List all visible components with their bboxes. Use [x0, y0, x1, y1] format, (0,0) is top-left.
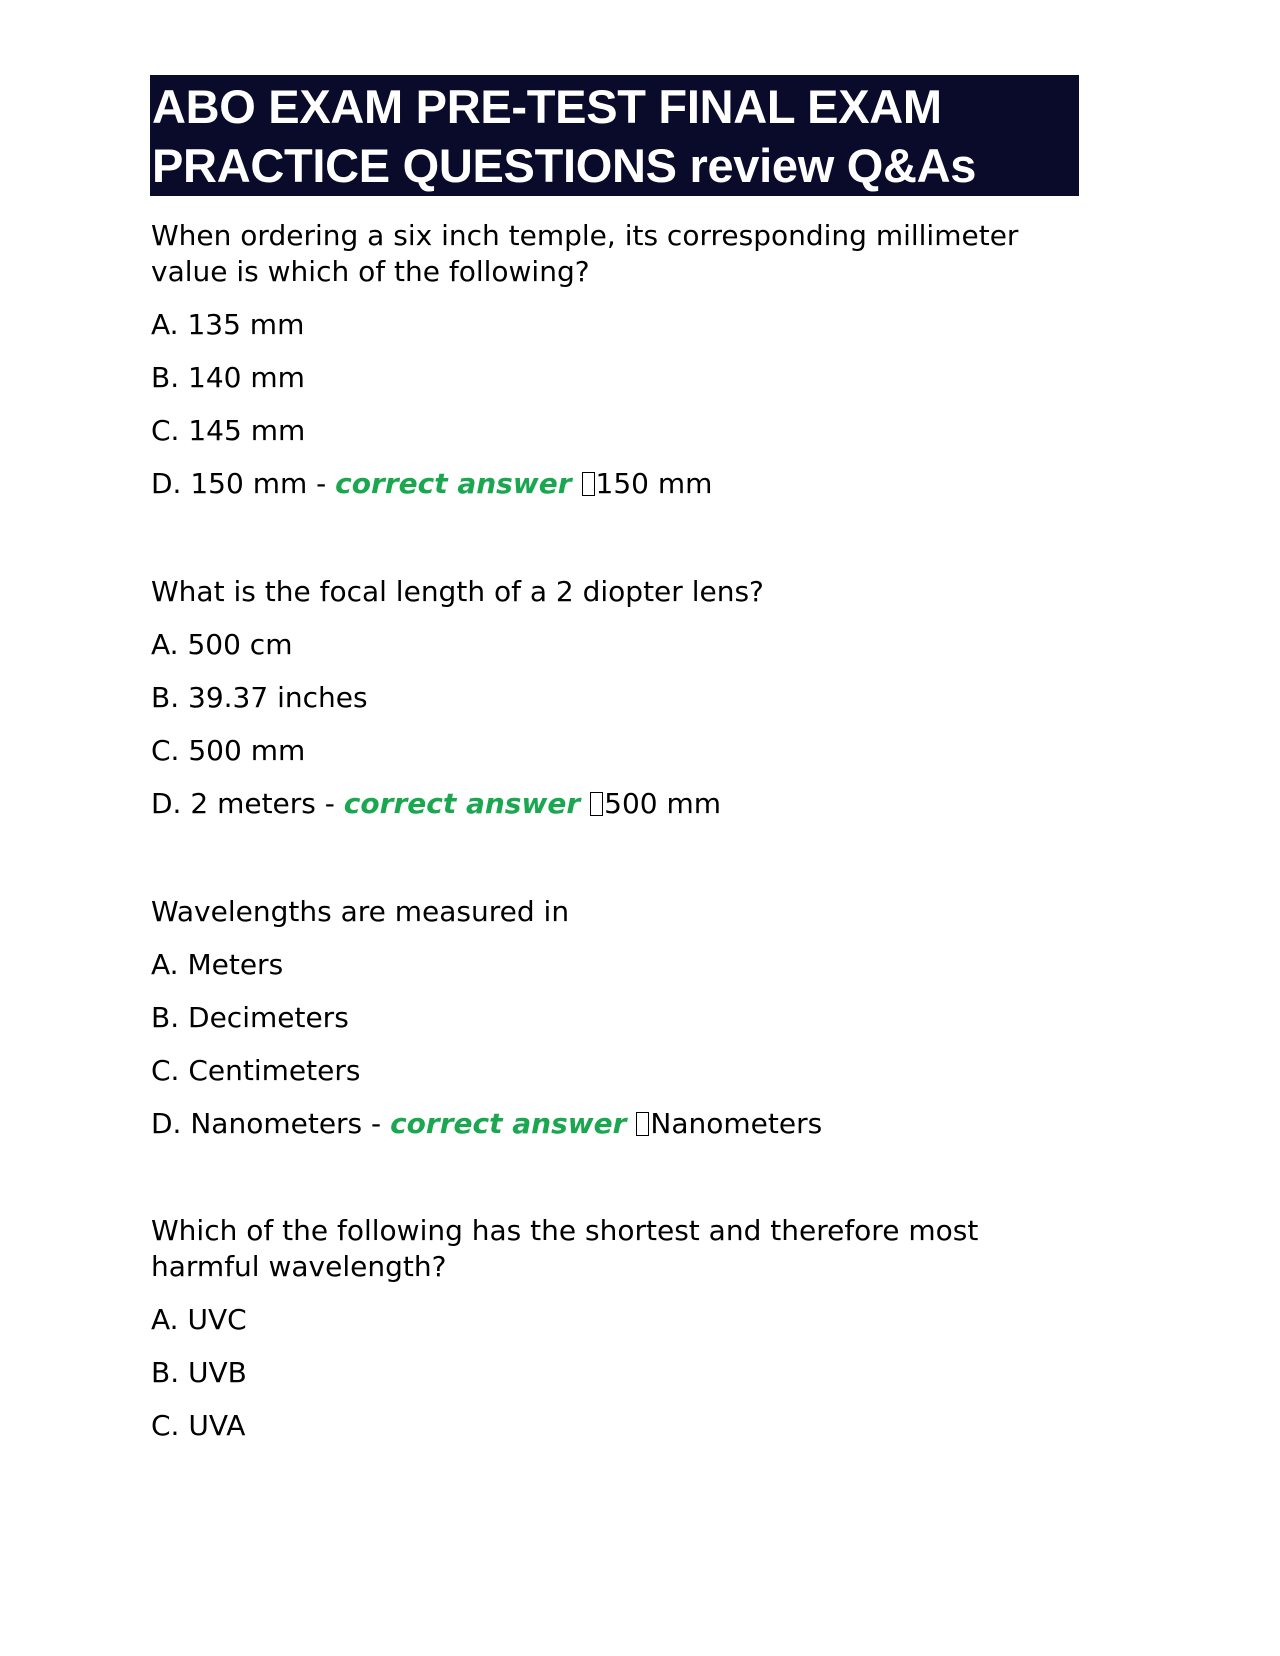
- question-text: When ordering a six inch temple, its corresponding millimeter value is which of the following?: [151, 219, 1019, 288]
- option-b: B. 39.37 inches: [151, 681, 368, 714]
- missing-glyph-icon: [636, 1112, 649, 1136]
- question-text: Wavelengths are measured in: [151, 895, 570, 928]
- question-text: Which of the following has the shortest and therefore most harmful wavelength?: [151, 1214, 979, 1283]
- correct-answer-label: correct answer: [335, 467, 572, 500]
- option-b: B. 140 mm: [151, 361, 305, 394]
- answer-value: Nanometers: [650, 1107, 823, 1140]
- option-d-label: D. Nanometers -: [151, 1107, 382, 1140]
- question-block-4: [151, 1213, 1081, 1444]
- correct-answer-label: correct answer: [390, 1107, 627, 1140]
- option-c: C. 145 mm: [151, 414, 306, 447]
- title-line-2: PRACTICE QUESTIONS review Q&As: [152, 139, 977, 192]
- option-d: [151, 786, 1081, 822]
- option-b: B. Decimeters: [151, 1001, 349, 1034]
- missing-glyph-icon: [590, 792, 603, 816]
- option-d-label: D. 2 meters -: [151, 787, 335, 820]
- missing-glyph-icon: [582, 472, 595, 496]
- answer-value: 500 mm: [604, 787, 722, 820]
- option-d: [151, 1106, 1081, 1142]
- question-block-2: [151, 574, 1081, 822]
- answer-value: 150 mm: [595, 467, 713, 500]
- title-banner: [150, 75, 1079, 196]
- correct-answer-label: correct answer: [343, 787, 581, 820]
- option-d: [151, 466, 1081, 502]
- option-a: A. Meters: [151, 948, 284, 981]
- option-b: B. UVB: [151, 1356, 247, 1389]
- option-a: A. 500 cm: [151, 628, 293, 661]
- title-line-1: ABO EXAM PRE-TEST FINAL EXAM: [152, 80, 942, 133]
- option-a: A. UVC: [151, 1303, 247, 1336]
- question-text: What is the focal length of a 2 diopter lens?: [151, 575, 764, 608]
- question-block-1: [151, 218, 1081, 502]
- question-block-3: [151, 894, 1081, 1142]
- option-c: C. UVA: [151, 1409, 246, 1442]
- option-a: A. 135 mm: [151, 308, 305, 341]
- option-c: C. Centimeters: [151, 1054, 361, 1087]
- option-d-label: D. 150 mm -: [151, 467, 327, 500]
- option-c: C. 500 mm: [151, 734, 306, 767]
